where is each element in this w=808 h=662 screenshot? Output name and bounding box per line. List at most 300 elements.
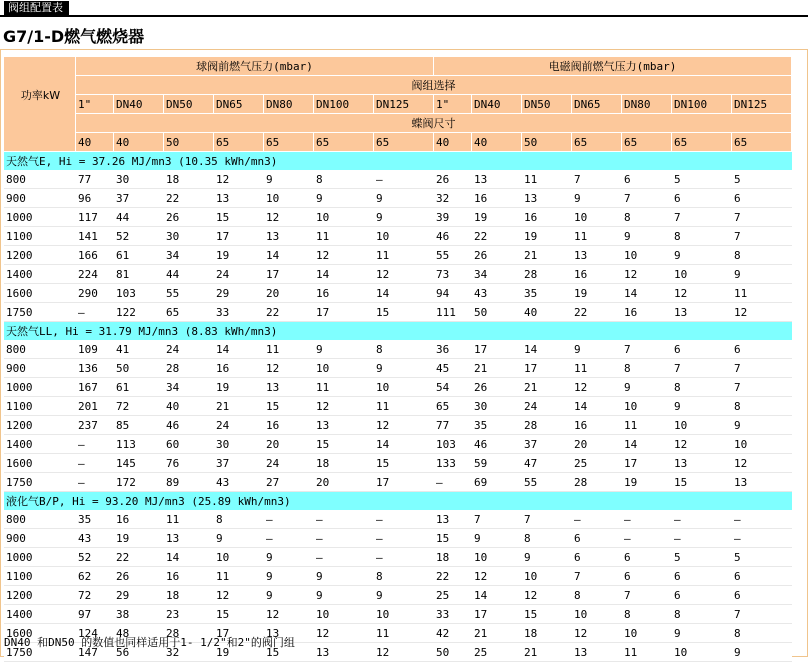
pressure-cell: 9 <box>264 567 314 586</box>
pressure-cell: 17 <box>472 340 522 359</box>
pressure-cell: 13 <box>434 510 472 529</box>
pressure-cell: 16 <box>572 265 622 284</box>
pressure-cell: 62 <box>76 567 114 586</box>
pressure-cell: 37 <box>114 189 164 208</box>
pressure-cell: 52 <box>114 227 164 246</box>
pressure-cell: 15 <box>264 397 314 416</box>
pressure-cell: 10 <box>314 359 374 378</box>
table-row <box>4 227 792 246</box>
valve-column-header: DN40 <box>114 95 164 114</box>
pressure-cell: 36 <box>434 340 472 359</box>
pressure-cell: 55 <box>164 284 214 303</box>
pressure-cell: 26 <box>114 567 164 586</box>
pressure-cell: 12 <box>672 284 732 303</box>
pressure-cell: 43 <box>472 284 522 303</box>
power-cell: 1750 <box>4 303 76 322</box>
butterfly-size-cell: 65 <box>214 133 264 152</box>
pressure-cell: — <box>672 529 732 548</box>
pressure-cell: 94 <box>434 284 472 303</box>
pressure-cell: 11 <box>214 567 264 586</box>
table-tab[interactable]: 阀组配置表 <box>4 1 69 15</box>
pressure-cell: 8 <box>672 605 732 624</box>
pressure-cell: 14 <box>622 284 672 303</box>
pressure-cell: 13 <box>522 189 572 208</box>
power-cell: 1750 <box>4 473 76 492</box>
pressure-cell: 24 <box>214 265 264 284</box>
pressure-cell: 13 <box>572 246 622 265</box>
pressure-cell: 7 <box>522 510 572 529</box>
pressure-cell: 25 <box>572 454 622 473</box>
power-cell: 800 <box>4 510 76 529</box>
pressure-cell: — <box>76 435 114 454</box>
pressure-cell: — <box>434 473 472 492</box>
pressure-cell: 9 <box>572 189 622 208</box>
pressure-cell: 89 <box>164 473 214 492</box>
pressure-cell: 6 <box>732 567 792 586</box>
page-title: G7/1-D燃气燃烧器 <box>3 27 145 46</box>
pressure-cell: — <box>374 529 434 548</box>
pressure-cell: 15 <box>434 529 472 548</box>
pressure-cell: 201 <box>76 397 114 416</box>
pressure-cell: 8 <box>622 208 672 227</box>
pressure-cell: 133 <box>434 454 472 473</box>
pressure-cell: — <box>374 548 434 567</box>
pressure-cell: 11 <box>264 340 314 359</box>
pressure-cell: 72 <box>114 397 164 416</box>
pressure-cell: 13 <box>672 454 732 473</box>
gas-section-title: 天然气E, Hi = 37.26 MJ/mn3 (10.35 kWh/mn3) <box>4 152 792 170</box>
pressure-cell: 103 <box>434 435 472 454</box>
pressure-cell: 21 <box>522 378 572 397</box>
butterfly-size-cell: 65 <box>264 133 314 152</box>
pressure-cell: 19 <box>522 227 572 246</box>
pressure-cell: 17 <box>622 454 672 473</box>
pressure-cell: 11 <box>622 416 672 435</box>
pressure-cell: 6 <box>572 529 622 548</box>
pressure-cell: 7 <box>732 227 792 246</box>
power-cell: 1400 <box>4 435 76 454</box>
tab-underline <box>0 15 808 17</box>
pressure-cell: 12 <box>314 246 374 265</box>
header-row-valve-columns <box>4 95 792 114</box>
pressure-cell: 8 <box>622 605 672 624</box>
pressure-cell: 10 <box>374 378 434 397</box>
pressure-cell: 22 <box>472 227 522 246</box>
pressure-cell: 7 <box>732 378 792 397</box>
power-cell: 1100 <box>4 397 76 416</box>
butterfly-size-cell: 50 <box>164 133 214 152</box>
table-row <box>4 548 792 567</box>
table-row <box>4 529 792 548</box>
pressure-cell: 12 <box>572 624 622 643</box>
pressure-cell: 15 <box>374 454 434 473</box>
pressure-cell: 30 <box>164 227 214 246</box>
pressure-cell: 9 <box>264 548 314 567</box>
pressure-cell: 14 <box>374 284 434 303</box>
pressure-cell: 28 <box>164 359 214 378</box>
pressure-cell: 11 <box>522 170 572 189</box>
butterfly-size-cell: 65 <box>732 133 792 152</box>
pressure-cell: 32 <box>164 643 214 662</box>
pressure-cell: 12 <box>314 624 374 643</box>
pressure-cell: 10 <box>672 265 732 284</box>
pressure-cell: 8 <box>672 378 732 397</box>
table-row <box>4 208 792 227</box>
pressure-cell: 5 <box>672 548 732 567</box>
pressure-cell: 9 <box>314 586 374 605</box>
pressure-cell: 35 <box>472 416 522 435</box>
pressure-cell: 9 <box>732 416 792 435</box>
pressure-cell: 6 <box>572 548 622 567</box>
pressure-cell: — <box>622 510 672 529</box>
power-cell: 800 <box>4 340 76 359</box>
gas-section-row <box>4 322 792 340</box>
table-row <box>4 378 792 397</box>
pressure-cell: 29 <box>214 284 264 303</box>
power-cell: 1200 <box>4 416 76 435</box>
pressure-cell: 19 <box>214 246 264 265</box>
pressure-cell: — <box>314 510 374 529</box>
pressure-cell: 13 <box>264 378 314 397</box>
pressure-cell: 13 <box>314 643 374 662</box>
pressure-cell: 237 <box>76 416 114 435</box>
pressure-cell: 65 <box>434 397 472 416</box>
pressure-cell: 19 <box>572 284 622 303</box>
pressure-cell: 13 <box>264 227 314 246</box>
valve-column-header: 1" <box>76 95 114 114</box>
pressure-cell: 37 <box>214 454 264 473</box>
pressure-cell: 6 <box>622 170 672 189</box>
pressure-cell: 9 <box>374 208 434 227</box>
pressure-cell: 10 <box>472 548 522 567</box>
pressure-cell: — <box>76 454 114 473</box>
pressure-cell: 34 <box>164 246 214 265</box>
pressure-cell: 12 <box>374 643 434 662</box>
pressure-cell: 39 <box>434 208 472 227</box>
pressure-cell: 10 <box>374 605 434 624</box>
pressure-cell: — <box>264 510 314 529</box>
butterfly-size-cell: 40 <box>76 133 114 152</box>
pressure-cell: 12 <box>522 586 572 605</box>
pressure-cell: 18 <box>164 586 214 605</box>
pressure-cell: 35 <box>76 510 114 529</box>
pressure-cell: 22 <box>572 303 622 322</box>
butterfly-size-corner <box>4 133 76 152</box>
pressure-cell: 7 <box>672 359 732 378</box>
pressure-cell: 6 <box>732 340 792 359</box>
pressure-cell: 40 <box>522 303 572 322</box>
pressure-cell: 35 <box>522 284 572 303</box>
table-row <box>4 416 792 435</box>
power-cell: 1600 <box>4 454 76 473</box>
pressure-cell: 17 <box>472 605 522 624</box>
top-bar <box>0 0 808 17</box>
pressure-cell: 10 <box>314 208 374 227</box>
pressure-cell: 21 <box>214 397 264 416</box>
pressure-cell: 9 <box>732 643 792 662</box>
pressure-cell: 73 <box>434 265 472 284</box>
pressure-cell: 10 <box>622 246 672 265</box>
pressure-cell: 109 <box>76 340 114 359</box>
power-cell: 1100 <box>4 227 76 246</box>
pressure-cell: 24 <box>214 416 264 435</box>
pressure-cell: 122 <box>114 303 164 322</box>
pressure-cell: — <box>572 510 622 529</box>
pressure-cell: 77 <box>76 170 114 189</box>
power-cell: 1400 <box>4 265 76 284</box>
pressure-cell: 61 <box>114 246 164 265</box>
pressure-cell: 22 <box>434 567 472 586</box>
pressure-cell: 23 <box>164 605 214 624</box>
power-kw-header: 功率kW <box>4 57 76 133</box>
pressure-cell: 14 <box>374 435 434 454</box>
pressure-cell: — <box>76 303 114 322</box>
table-row <box>4 284 792 303</box>
power-cell: 1200 <box>4 586 76 605</box>
pressure-cell: 11 <box>164 510 214 529</box>
pressure-cell: 81 <box>114 265 164 284</box>
pressure-cell: 26 <box>472 246 522 265</box>
pressure-cell: 9 <box>374 586 434 605</box>
power-cell: 1600 <box>4 624 76 643</box>
pressure-cell: — <box>314 548 374 567</box>
valve-column-header: DN125 <box>732 95 792 114</box>
pressure-cell: 6 <box>672 189 732 208</box>
pressure-cell: 10 <box>732 435 792 454</box>
pressure-cell: 77 <box>434 416 472 435</box>
pressure-cell: 22 <box>164 189 214 208</box>
pressure-cell: 10 <box>374 227 434 246</box>
table-row <box>4 473 792 492</box>
pressure-cell: 21 <box>472 359 522 378</box>
pressure-cell: 9 <box>672 397 732 416</box>
pressure-cell: 12 <box>214 170 264 189</box>
valve-column-header: DN80 <box>264 95 314 114</box>
pressure-cell: 30 <box>214 435 264 454</box>
pressure-cell: 44 <box>164 265 214 284</box>
pressure-cell: 12 <box>472 567 522 586</box>
pressure-cell: 18 <box>522 624 572 643</box>
pressure-cell: 43 <box>76 529 114 548</box>
pressure-cell: 50 <box>472 303 522 322</box>
pressure-cell: — <box>264 529 314 548</box>
pressure-cell: 17 <box>264 265 314 284</box>
pressure-cell: 10 <box>522 567 572 586</box>
pressure-cell: 59 <box>472 454 522 473</box>
pressure-cell: — <box>374 170 434 189</box>
pressure-cell: 14 <box>164 548 214 567</box>
pressure-cell: 9 <box>672 624 732 643</box>
pressure-cell: 15 <box>214 605 264 624</box>
table-row <box>4 435 792 454</box>
pressure-cell: — <box>314 529 374 548</box>
pressure-cell: 9 <box>264 586 314 605</box>
pressure-cell: 16 <box>264 416 314 435</box>
pressure-cell: 9 <box>522 548 572 567</box>
pressure-cell: 38 <box>114 605 164 624</box>
pressure-cell: 20 <box>264 435 314 454</box>
pressure-cell: 28 <box>522 265 572 284</box>
pressure-cell: 8 <box>522 529 572 548</box>
power-cell: 900 <box>4 189 76 208</box>
pressure-cell: 9 <box>622 227 672 246</box>
pressure-cell: 28 <box>522 416 572 435</box>
solenoid-valve-pressure-header: 电磁阀前燃气压力(mbar) <box>434 57 792 76</box>
table-row <box>4 586 792 605</box>
pressure-cell: 10 <box>214 548 264 567</box>
pressure-cell: 17 <box>522 359 572 378</box>
pressure-cell: 117 <box>76 208 114 227</box>
pressure-cell: 8 <box>572 586 622 605</box>
valve-column-header: DN80 <box>622 95 672 114</box>
power-cell: 1750 <box>4 643 76 662</box>
pressure-cell: 30 <box>472 397 522 416</box>
pressure-cell: 11 <box>374 246 434 265</box>
pressure-cell: 9 <box>314 340 374 359</box>
pressure-cell: 13 <box>264 624 314 643</box>
pressure-cell: 15 <box>214 208 264 227</box>
pressure-cell: 7 <box>732 208 792 227</box>
pressure-cell: 8 <box>732 624 792 643</box>
pressure-cell: 7 <box>732 605 792 624</box>
pressure-cell: 12 <box>264 359 314 378</box>
valve-column-header: DN100 <box>314 95 374 114</box>
valve-column-header: DN50 <box>522 95 572 114</box>
power-cell: 900 <box>4 359 76 378</box>
pressure-cell: 147 <box>76 643 114 662</box>
table-row <box>4 567 792 586</box>
pressure-cell: 19 <box>214 378 264 397</box>
pressure-cell: 16 <box>522 208 572 227</box>
butterfly-size-cell: 40 <box>434 133 472 152</box>
pressure-cell: 7 <box>572 170 622 189</box>
pressure-cell: 16 <box>214 359 264 378</box>
pressure-cell: 24 <box>264 454 314 473</box>
pressure-cell: 56 <box>114 643 164 662</box>
pressure-cell: — <box>732 529 792 548</box>
pressure-cell: 21 <box>522 246 572 265</box>
pressure-cell: 96 <box>76 189 114 208</box>
pressure-cell: 22 <box>264 303 314 322</box>
table-row <box>4 605 792 624</box>
pressure-cell: 47 <box>522 454 572 473</box>
valve-select-header: 阀组选择 <box>76 76 792 95</box>
pressure-cell: 25 <box>434 586 472 605</box>
pressure-cell: 21 <box>522 643 572 662</box>
pressure-cell: 6 <box>622 548 672 567</box>
pressure-cell: 30 <box>114 170 164 189</box>
pressure-cell: 12 <box>314 397 374 416</box>
header-row-butterfly-sizes <box>4 133 792 152</box>
pressure-cell: 15 <box>264 643 314 662</box>
pressure-cell: 7 <box>732 359 792 378</box>
pressure-cell: 32 <box>434 189 472 208</box>
pressure-cell: 33 <box>434 605 472 624</box>
pressure-cell: 10 <box>572 605 622 624</box>
power-cell: 1400 <box>4 605 76 624</box>
pressure-cell: 40 <box>164 397 214 416</box>
pressure-cell: 14 <box>572 397 622 416</box>
pressure-cell: 9 <box>264 170 314 189</box>
pressure-cell: 14 <box>472 586 522 605</box>
pressure-cell: 172 <box>114 473 164 492</box>
table-row <box>4 303 792 322</box>
pressure-cell: 10 <box>672 416 732 435</box>
power-cell: 1600 <box>4 284 76 303</box>
pressure-cell: 10 <box>314 605 374 624</box>
pressure-cell: 113 <box>114 435 164 454</box>
pressure-cell: 17 <box>374 473 434 492</box>
pressure-cell: 13 <box>214 189 264 208</box>
pressure-cell: 97 <box>76 605 114 624</box>
table-row <box>4 246 792 265</box>
butterfly-size-cell: 65 <box>374 133 434 152</box>
pressure-cell: 48 <box>114 624 164 643</box>
pressure-cell: 21 <box>472 624 522 643</box>
gas-section-title: 天然气LL, Hi = 31.79 MJ/mn3 (8.83 kWh/mn3) <box>4 322 792 340</box>
pressure-cell: 7 <box>472 510 522 529</box>
pressure-cell: 46 <box>164 416 214 435</box>
pressure-cell: 16 <box>622 303 672 322</box>
butterfly-size-cell: 65 <box>572 133 622 152</box>
pressure-cell: 290 <box>76 284 114 303</box>
pressure-cell: 124 <box>76 624 114 643</box>
pressure-cell: 15 <box>374 303 434 322</box>
pressure-cell: 10 <box>622 397 672 416</box>
pressure-cell: 50 <box>434 643 472 662</box>
pressure-cell: 42 <box>434 624 472 643</box>
butterfly-size-cell: 65 <box>622 133 672 152</box>
pressure-cell: 33 <box>214 303 264 322</box>
valve-column-header: DN100 <box>672 95 732 114</box>
pressure-cell: 34 <box>472 265 522 284</box>
pressure-cell: 22 <box>114 548 164 567</box>
pressure-cell: 50 <box>114 359 164 378</box>
ball-valve-pressure-header: 球阀前燃气压力(mbar) <box>76 57 434 76</box>
pressure-cell: 5 <box>672 170 732 189</box>
pressure-cell: 6 <box>672 586 732 605</box>
pressure-cell: 12 <box>672 435 732 454</box>
pressure-cell: 85 <box>114 416 164 435</box>
pressure-cell: 15 <box>314 435 374 454</box>
pressure-cell: 5 <box>732 548 792 567</box>
pressure-cell: 17 <box>314 303 374 322</box>
pressure-cell: 11 <box>374 624 434 643</box>
pressure-cell: 9 <box>472 529 522 548</box>
pressure-cell: 11 <box>572 359 622 378</box>
butterfly-size-cell: 50 <box>522 133 572 152</box>
pressure-cell: 13 <box>572 643 622 662</box>
pressure-cell: 12 <box>214 586 264 605</box>
pressure-cell: 9 <box>672 246 732 265</box>
pressure-cell: 20 <box>572 435 622 454</box>
table-row <box>4 454 792 473</box>
pressure-cell: 9 <box>622 378 672 397</box>
pressure-cell: 13 <box>732 473 792 492</box>
pressure-cell: 54 <box>434 378 472 397</box>
pressure-cell: 12 <box>622 265 672 284</box>
header-row-groups <box>4 57 792 76</box>
pressure-cell: 27 <box>264 473 314 492</box>
pressure-cell: 43 <box>214 473 264 492</box>
table-row <box>4 170 792 189</box>
pressure-cell: 5 <box>732 170 792 189</box>
pressure-cell: 141 <box>76 227 114 246</box>
pressure-cell: 18 <box>434 548 472 567</box>
pressure-cell: 19 <box>214 643 264 662</box>
pressure-cell: 13 <box>164 529 214 548</box>
pressure-cell: 9 <box>314 567 374 586</box>
